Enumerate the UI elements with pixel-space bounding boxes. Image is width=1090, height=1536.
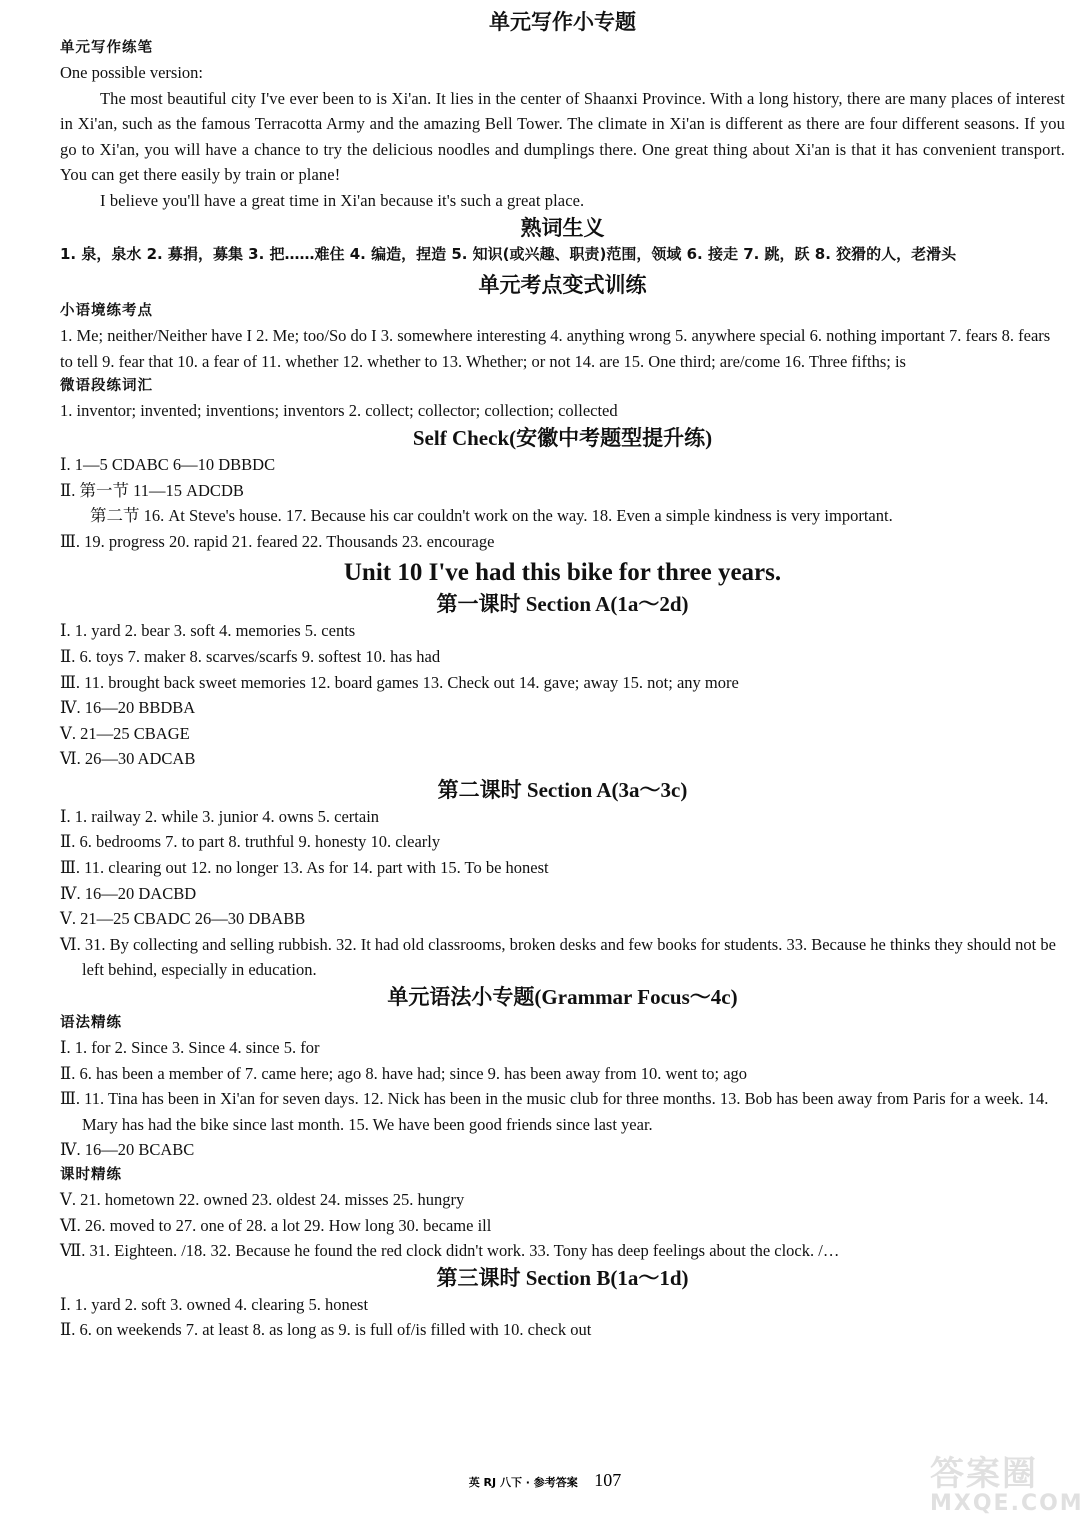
section-lesson-3 — [60, 1264, 1065, 1343]
footer-label: 英 RJ 八下 · 参考答案 — [468, 1476, 578, 1489]
answer-line: Ⅰ. 1. railway 2. while 3. junior 4. owns 5. certain — [60, 806, 380, 826]
section-self-check — [60, 424, 1065, 554]
section-title: 熟词生义 — [520, 215, 605, 240]
section-exam-points — [60, 271, 1065, 424]
answer-line: Ⅱ. 6. on weekends 7. at least 8. as long as 9. is full of/is filled with 10. check out — [60, 1320, 592, 1340]
answer-line: Ⅴ. 21—25 CBAGE — [60, 723, 190, 743]
answer-line: Ⅰ. 1—5 CDABC 6—10 DBBDC — [60, 454, 276, 474]
answer-line: Ⅱ. 6. has been a member of 7. came here; ago 8. have had; since 9. has been away from 10. went to; ago — [60, 1063, 748, 1083]
watermark-logo — [930, 1446, 1084, 1526]
section-title: 单元考点变式训练 — [478, 273, 647, 298]
section-title: 单元写作小专题 — [489, 10, 636, 34]
section-grammar — [60, 983, 1065, 1264]
answer-line: Ⅳ. 16—20 BBDBA — [60, 698, 196, 718]
subsection-title: 课时精练 — [60, 1167, 122, 1183]
answer-line: Ⅰ. 1. yard 2. soft 3. owned 4. clearing 5. honest — [60, 1294, 369, 1314]
answer-line: Ⅴ. 21. hometown 22. owned 23. oldest 24. misses 25. hungry — [60, 1190, 465, 1209]
section-title: 第一课时 Section A(1a～2d) — [436, 592, 689, 617]
section-title: 单元语法小专题(Grammar Focus～4c) — [387, 985, 738, 1010]
subsection-title: 语法精练 — [60, 1015, 122, 1032]
section-lesson-2 — [60, 776, 1065, 983]
answer-line: Ⅵ. 26. moved to 27. one of 28. a lot 29. How long 30. became ill — [60, 1215, 492, 1235]
page-footer — [0, 1470, 1090, 1491]
watermark-url: MXQE.COM — [930, 1491, 1084, 1516]
page-number: 107 — [594, 1470, 622, 1490]
subsection-title: 小语境练考点 — [60, 303, 153, 320]
answer-line: Ⅳ. 16—20 BCABC — [60, 1140, 195, 1160]
answer-line: Ⅲ. 11. brought back sweet memories 12. board games 13. Check out 14. gave; away 15. not; any more — [60, 672, 739, 692]
section-title: Self Check(安徽中考题型提升练) — [412, 425, 713, 450]
intro-line: One possible version: — [60, 63, 203, 82]
subsection-title: 单元写作练笔 — [60, 40, 153, 56]
section-title: 第二课时 Section A(3a～3c) — [437, 777, 688, 802]
answer-line: Ⅱ. 第一节 11—15 ADCDB — [60, 480, 244, 500]
answer-text: 1. Me; neither/Neither have I 2. Me; too/So do I 3. somewhere interesting 4. anything wrong 5. anywhere special 6. nothing important 7. fears 8. fears to tell 9. fear that 10. a fear of 11. whether 12. whether to 13. Whether; or not 14. are 15. One third; are/come 16. Three fifths; is — [60, 326, 1051, 371]
watermark-text: 答案圈 — [930, 1454, 1038, 1494]
answer-line: Ⅳ. 16—20 DACBD — [60, 883, 197, 903]
answer-page — [60, 0, 1065, 1343]
answer-line: Ⅰ. 1. yard 2. bear 3. soft 4. memories 5. cents — [60, 621, 356, 641]
answer-line: Ⅱ. 6. bedrooms 7. to part 8. truthful 9. honesty 10. clearly — [60, 832, 441, 852]
answer-line: Ⅱ. 6. toys 7. maker 8. scarves/scarfs 9. softest 10. has had — [60, 646, 441, 666]
essay-paragraph: The most beautiful city I've ever been to is Xi'an. It lies in the center of Shaanxi Province. With a long history, there are many places of interest in Xi'an, such as the famous Terracotta Army and the amazing Bell Tower. The climate in Xi'an is different as there are four different seasons. If you go to Xi'an, you will have a chance to try the delicious noodles and dumplings there. One great thing about Xi'an is that it has convenient transport. You can get there easily by train or plane! — [60, 88, 1065, 185]
answer-line: Ⅵ. 31. By collecting and selling rubbish. 32. It had old classrooms, broken desks and few books for students. 33. Because he thinks they should not be left behind, especially in education. — [60, 934, 1056, 980]
section-title: 第三课时 Section B(1a～1d) — [436, 1265, 689, 1290]
answer-line: Ⅴ. 21—25 CBADC 26—30 DBABB — [60, 909, 306, 929]
answer-line: Ⅲ. 19. progress 20. rapid 21. feared 22. Thousands 23. encourage — [60, 531, 495, 551]
answer-text: 1. 泉，泉水 2. 募捐，募集 3. 把……难住 4. 编造，捏造 5. 知识(或兴趣、职责)范围，领域 6. 接走 7. 跳，跃 8. 狡猾的人，老滑头 — [60, 244, 957, 263]
subsection-title: 微语段练词汇 — [60, 378, 153, 395]
unit-title: Unit 10 I've had this bike for three years. — [343, 559, 782, 587]
answer-text: 1. inventor; invented; inventions; inventors 2. collect; collector; collection; collected — [60, 401, 618, 421]
essay-paragraph: I believe you'll have a great time in Xi'an because it's such a great place. — [100, 190, 585, 210]
section-lesson-1 — [60, 590, 1065, 772]
answer-line: 第二节 16. At Steve's house. 17. Because his car couldn't work on the way. 18. Even a simple kindness is very important. — [90, 506, 893, 526]
answer-block — [60, 503, 1065, 529]
answer-line: Ⅲ. 11. clearing out 12. no longer 13. As for 14. part with 15. To be honest — [60, 858, 549, 878]
answer-line: Ⅵ. 26—30 ADCAB — [60, 749, 196, 769]
answer-line: Ⅰ. 1. for 2. Since 3. Since 4. since 5. for — [60, 1038, 320, 1058]
answer-line: Ⅲ. 11. Tina has been in Xi'an for seven days. 12. Nick has been in the music club for three months. 13. Bob has been away from Paris for a week. 14. Mary has had the bike since last month. 15. We have been good friends since last year. — [60, 1089, 1049, 1134]
section-vocab — [60, 214, 1065, 268]
section-writing — [60, 8, 1065, 214]
answer-line: Ⅶ. 31. Eighteen. /18. 32. Because he found the red clock didn't work. 33. Tony has deep feelings about the clock. /… — [60, 1241, 840, 1261]
